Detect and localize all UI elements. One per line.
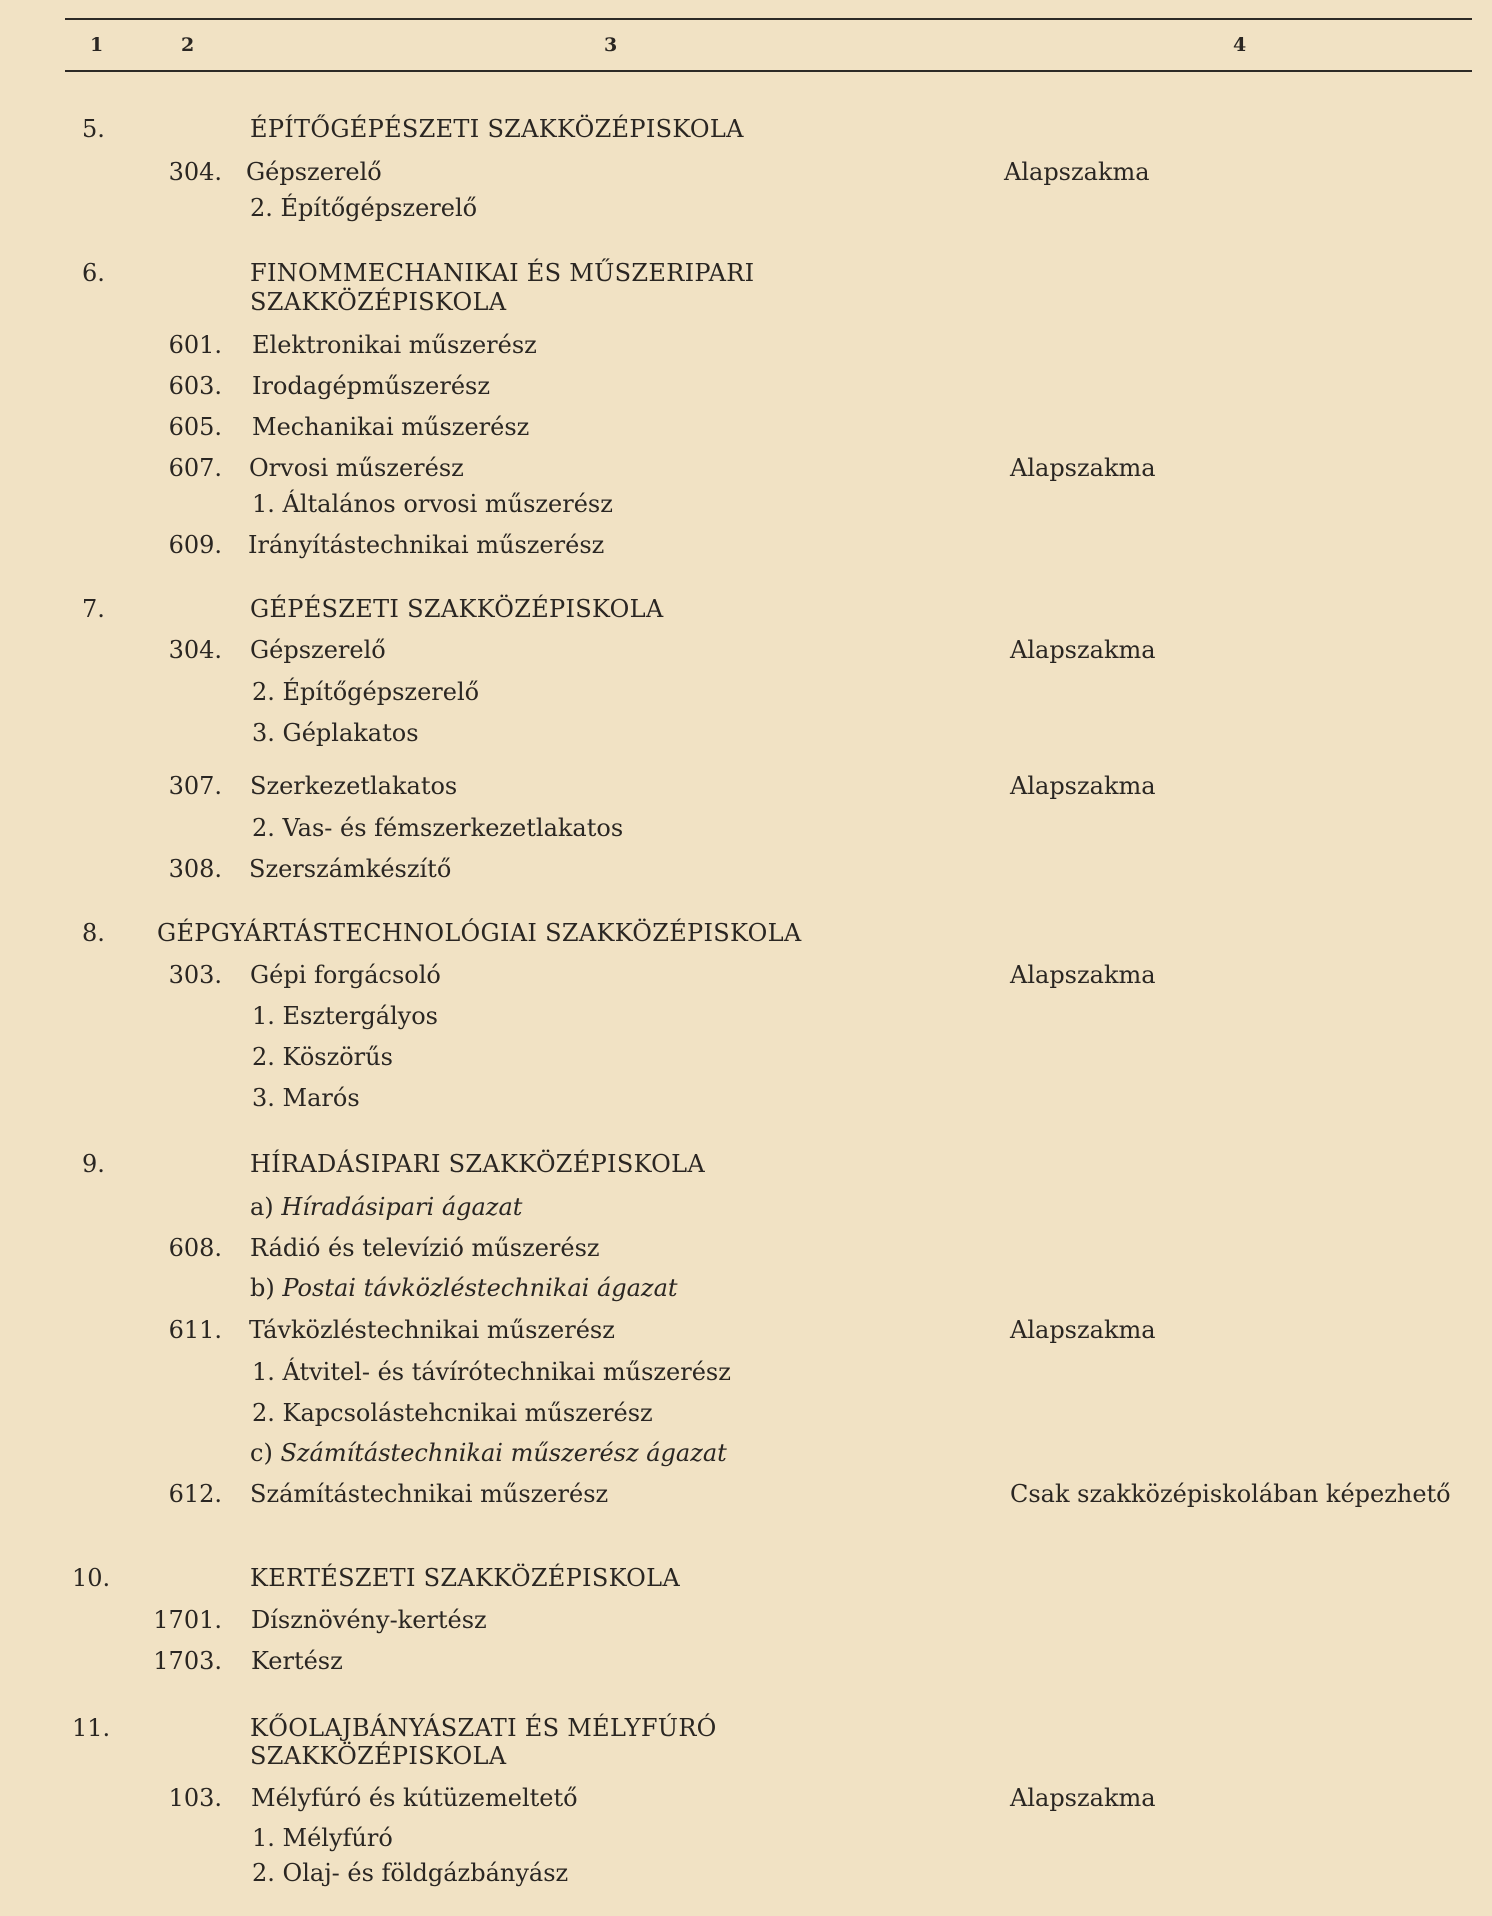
entry-code: 304. xyxy=(168,636,222,664)
branch-name: Híradásipari ágazat xyxy=(281,1193,523,1221)
section-number: 5. xyxy=(82,115,105,143)
branch-b xyxy=(250,1273,678,1303)
section-number: 10. xyxy=(72,1564,111,1592)
section-title: ÉPÍTŐGÉPÉSZETI SZAKKÖZÉPISKOLA xyxy=(250,115,744,143)
entry-name: Mélyfúró és kútüzemeltető xyxy=(251,1784,578,1812)
entry-note: Alapszakma xyxy=(1010,772,1156,800)
entry-note: Alapszakma xyxy=(1004,158,1150,186)
entry-name: Irodagépműszerész xyxy=(252,372,491,400)
entry-code: 603. xyxy=(168,372,222,400)
entry-note: Alapszakma xyxy=(1010,454,1156,482)
entry-name: Szerkezetlakatos xyxy=(250,772,458,800)
entry-sub: 2. Olaj- és földgázbányász xyxy=(252,1859,569,1887)
entry-sub: 2. Köszörűs xyxy=(252,1043,393,1071)
entry-name: Számítástechnikai műszerész xyxy=(250,1480,609,1508)
branch-c xyxy=(250,1438,727,1468)
entry-sub: 2. Építőgépszerelő xyxy=(252,678,480,706)
column-header-2: 2 xyxy=(181,34,195,56)
column-header-1: 1 xyxy=(90,34,104,56)
entry-name: Gépszerelő xyxy=(250,636,386,664)
entry-code: 307. xyxy=(168,772,222,800)
entry-code: 601. xyxy=(168,331,222,359)
entry-code: 605. xyxy=(168,413,222,441)
branch-a xyxy=(250,1192,522,1222)
entry-name: Orvosi műszerész xyxy=(249,454,464,482)
entry-sub: 2. Vas- és fémszerkezetlakatos xyxy=(252,814,624,842)
entry-code: 1701. xyxy=(153,1606,222,1634)
section-title: KŐOLAJBÁNYÁSZATI ÉS MÉLYFÚRÓ xyxy=(250,1714,717,1742)
entry-name: Irányítástechnikai műszerész xyxy=(248,531,605,559)
entry-code: 103. xyxy=(168,1784,222,1812)
section-title-line-2: SZAKKÖZÉPISKOLA xyxy=(250,288,507,316)
entry-sub: 1. Mélyfúró xyxy=(252,1824,393,1852)
section-number: 7. xyxy=(82,595,105,623)
section-title: GÉPÉSZETI SZAKKÖZÉPISKOLA xyxy=(250,595,664,623)
entry-code: 609. xyxy=(168,531,222,559)
entry-sub: 1. Esztergályos xyxy=(252,1002,438,1030)
entry-code: 304. xyxy=(168,158,222,186)
top-rule xyxy=(65,18,1472,20)
entry-sub: 2. Építőgépszerelő xyxy=(250,194,478,222)
entry-code: 1703. xyxy=(153,1647,222,1675)
entry-code: 308. xyxy=(168,855,222,883)
entry-name: Elektronikai műszerész xyxy=(252,331,537,359)
section-title: FINOMMECHANIKAI ÉS MŰSZERIPARI xyxy=(250,259,755,287)
entry-name: Mechanikai műszerész xyxy=(252,413,530,441)
entry-name: Gépi forgácsoló xyxy=(250,961,441,989)
section-number: 6. xyxy=(82,259,105,287)
entry-sub: 3. Marós xyxy=(252,1084,360,1112)
section-title-line-2: SZAKKÖZÉPISKOLA xyxy=(250,1742,507,1770)
section-title: HÍRADÁSIPARI SZAKKÖZÉPISKOLA xyxy=(250,1150,706,1178)
branch-label: c) xyxy=(250,1439,273,1467)
entry-name: Kertész xyxy=(251,1647,343,1675)
column-header-3: 3 xyxy=(604,34,618,56)
header-bottom-rule xyxy=(65,70,1472,72)
column-header-4: 4 xyxy=(1233,34,1247,56)
section-number: 8. xyxy=(82,919,105,947)
entry-note: Alapszakma xyxy=(1010,1784,1156,1812)
branch-name: Számítástechnikai műszerész ágazat xyxy=(280,1439,727,1467)
entry-note: Alapszakma xyxy=(1010,1316,1156,1344)
branch-label: a) xyxy=(250,1193,274,1221)
entry-sub: 1. Átvitel- és távírótechnikai műszerész xyxy=(252,1358,731,1386)
branch-name: Postai távközléstechnikai ágazat xyxy=(282,1274,678,1302)
entry-sub: 2. Kapcsolástehcnikai műszerész xyxy=(252,1399,653,1427)
entry-note: Csak szakközépiskolában képezhető xyxy=(1010,1480,1451,1508)
entry-name: Rádió és televízió műszerész xyxy=(250,1234,600,1262)
branch-label: b) xyxy=(250,1274,275,1302)
entry-code: 303. xyxy=(168,961,222,989)
entry-code: 608. xyxy=(168,1234,222,1262)
entry-name: Dísznövény-kertész xyxy=(251,1606,487,1634)
section-title: KERTÉSZETI SZAKKÖZÉPISKOLA xyxy=(250,1564,681,1592)
entry-name: Szerszámkészítő xyxy=(249,855,452,883)
entry-code: 607. xyxy=(168,454,222,482)
section-number: 9. xyxy=(82,1150,105,1178)
entry-note: Alapszakma xyxy=(1010,636,1156,664)
entry-name: Gépszerelő xyxy=(246,158,382,186)
entry-code: 612. xyxy=(168,1480,222,1508)
entry-sub: 3. Géplakatos xyxy=(252,719,419,747)
section-number: 11. xyxy=(72,1714,111,1742)
entry-code: 611. xyxy=(168,1316,222,1344)
entry-sub: 1. Általános orvosi műszerész xyxy=(252,490,613,518)
entry-name: Távközléstechnikai műszerész xyxy=(249,1316,615,1344)
section-title: GÉPGYÁRTÁSTECHNOLÓGIAI SZAKKÖZÉPISKOLA xyxy=(157,919,802,947)
entry-note: Alapszakma xyxy=(1010,961,1156,989)
